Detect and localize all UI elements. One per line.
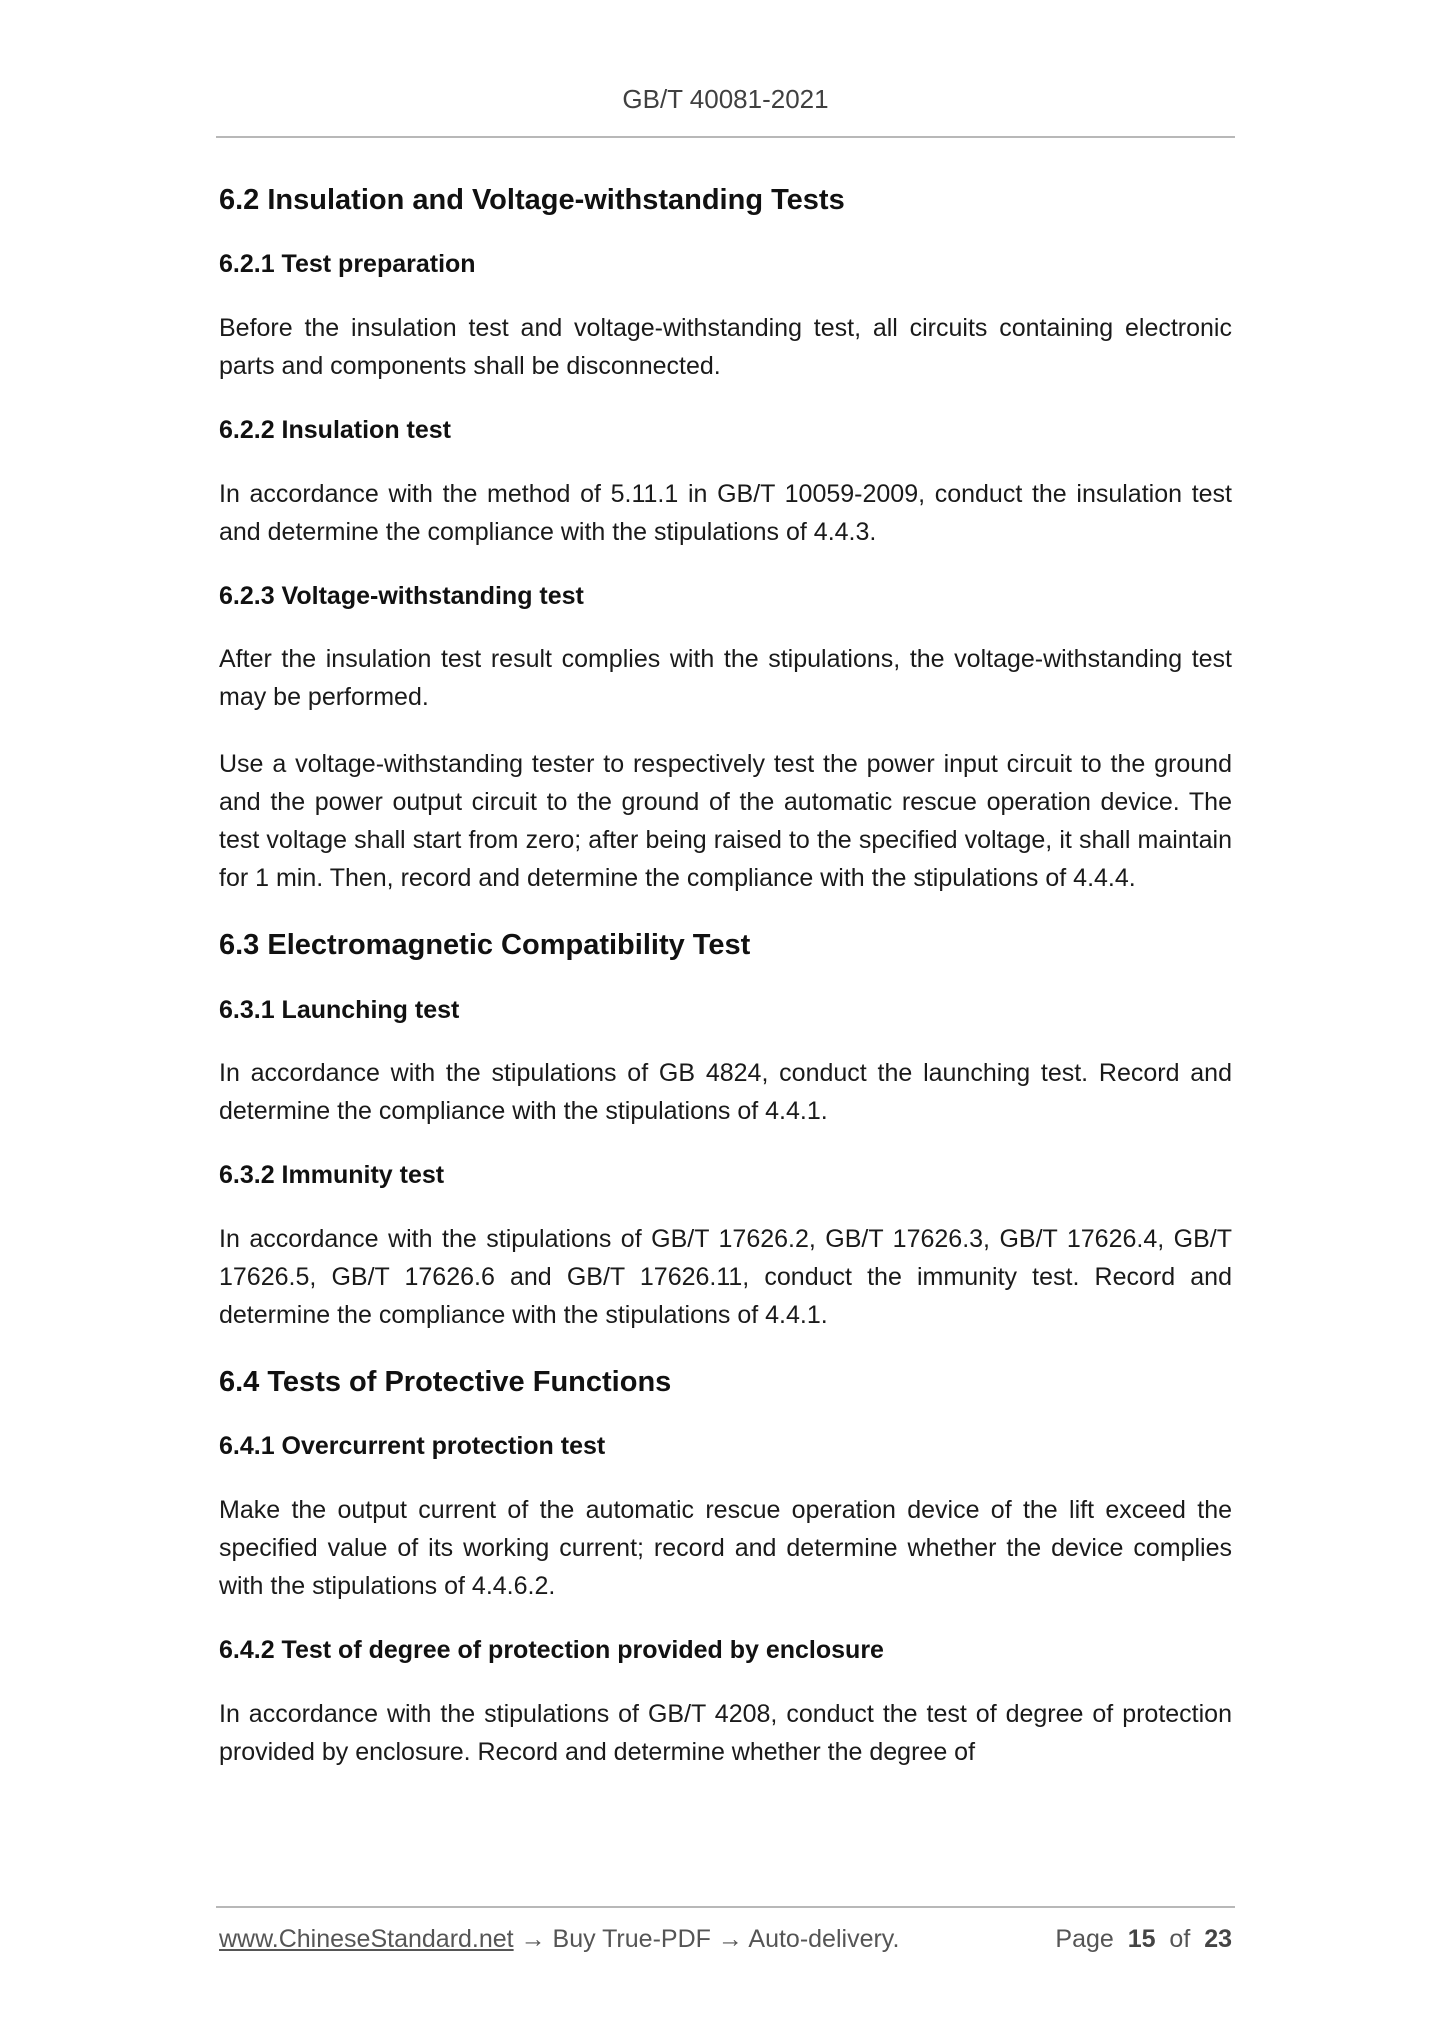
paragraph: After the insulation test result complies with the stipulations, the voltage-withstanding test may be performed. — [219, 645, 1232, 712]
page-total: 23 — [1204, 1925, 1232, 1953]
page-header-title: GB/T 40081-2021 — [622, 84, 829, 114]
page-label: Page — [1055, 1925, 1114, 1953]
paragraph: In accordance with the stipulations of GB/T 4208, conduct the test of degree of protection provided by enclosure. Record and determine whether the degree of — [219, 1699, 1232, 1766]
document-body — [219, 175, 1232, 1800]
footer-promo — [219, 1925, 899, 1954]
paragraph: Make the output current of the automatic rescue operation device of the lift exceed the specified value of its working current; record and determine whether the device complies with the stipulations of 4.4.6.2. — [219, 1495, 1232, 1600]
subsection-heading: 6.2.1 Test preparation — [219, 250, 476, 279]
subsection-heading: 6.4.2 Test of degree of protection provided by enclosure — [219, 1635, 884, 1664]
paragraph: Before the insulation test and voltage-withstanding test, all circuits containing electronic parts and components shall be disconnected. — [219, 313, 1232, 380]
subsection-heading: 6.2.3 Voltage-withstanding test — [219, 581, 584, 610]
paragraph: In accordance with the method of 5.11.1 in GB/T 10059-2009, conduct the insulation test and determine the compliance with the stipulations of 4.4.3. — [219, 479, 1232, 546]
subsection-heading: 6.3.1 Launching test — [219, 995, 460, 1024]
page-number — [1055, 1925, 1232, 1954]
header-divider — [216, 136, 1235, 138]
footer-promo-text: → Buy True-PDF → Auto-delivery. — [513, 1925, 900, 1953]
section-heading: 6.2 Insulation and Voltage-withstanding Tests — [219, 184, 845, 216]
paragraph: Use a voltage-withstanding tester to respectively test the power input circuit to the ground and the power output circuit to the ground of the automatic rescue operation device. The test voltage shall start from zero; after being raised to the specified voltage, it shall maintain for 1 min. Then, record and determine the compliance with the stipulations of 4.4.4. — [219, 750, 1232, 893]
page-of-label: of — [1169, 1925, 1191, 1953]
section-heading: 6.3 Electromagnetic Compatibility Test — [219, 929, 751, 962]
subsection-heading: 6.4.1 Overcurrent protection test — [219, 1432, 606, 1461]
paragraph: In accordance with the stipulations of GB 4824, conduct the launching test. Record and determine the compliance with the stipulations of 4.4.1. — [219, 1059, 1232, 1126]
paragraph: In accordance with the stipulations of GB/T 17626.2, GB/T 17626.3, GB/T 17626.4, GB/T 17626.5, GB/T 17626.6 and GB/T 17626.11, conduct the immunity test. Record and determine the compliance with the stipulations of 4.4.1. — [219, 1225, 1232, 1330]
page-footer — [219, 1925, 1232, 1959]
footer-divider — [216, 1906, 1235, 1908]
subsection-heading: 6.3.2 Immunity test — [219, 1161, 445, 1190]
subsection-heading: 6.2.2 Insulation test — [219, 415, 452, 444]
website-link[interactable]: www.ChineseStandard.net — [219, 1925, 514, 1953]
section-heading: 6.4 Tests of Protective Functions — [219, 1366, 672, 1399]
page-current: 15 — [1127, 1925, 1156, 1953]
